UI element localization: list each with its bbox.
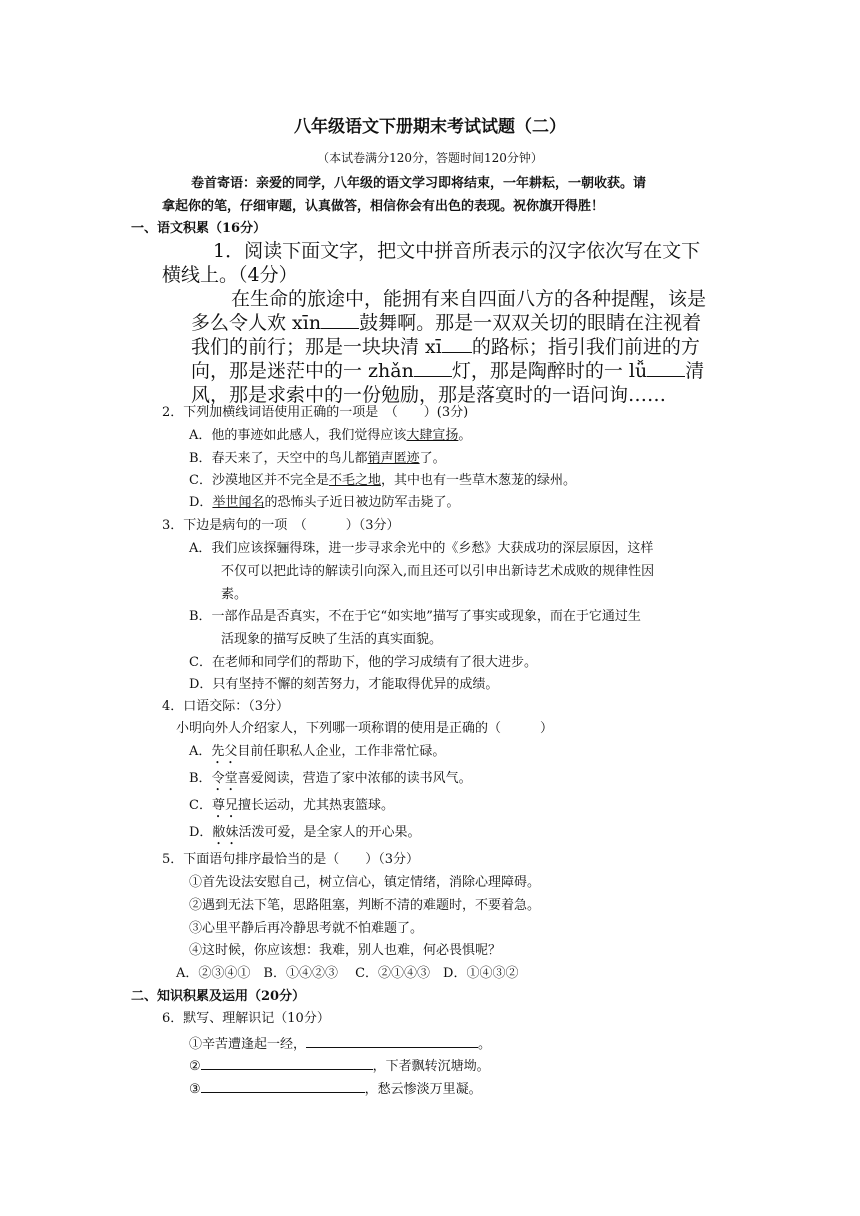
- q3-option-a-line-2: 不仅可以把此诗的解读引向深入,而且还可以引申出新诗艺术成败的规律性因: [221, 564, 655, 579]
- q4-intro: 小明向外人介绍家人，下列哪一项称谓的使用是正确的（ ）: [176, 721, 554, 736]
- q1-blank-xi[interactable]: [442, 339, 472, 353]
- q6-line-1: [189, 1034, 491, 1053]
- page-title: 八年级语文下册期末考试试题（二）: [294, 117, 566, 137]
- q5-options[interactable]: A．②③④① B．①④②③ C．②①④③ D．①④③②: [176, 966, 519, 981]
- dotted-term: 令堂: [211, 771, 238, 786]
- q1-blank-lv[interactable]: [647, 363, 685, 377]
- option-text: D．: [189, 825, 213, 840]
- q2-option-d[interactable]: [189, 495, 459, 511]
- q6-line-2: [189, 1056, 490, 1075]
- q3-option-a-line-1[interactable]: A．我们应该探骊得珠，进一步寻求余光中的《乡愁》大获成功的深层原因，这样: [189, 541, 654, 556]
- q6-line-3: [189, 1079, 482, 1098]
- option-text: 。: [458, 428, 472, 443]
- recitation-text: 。: [478, 1037, 492, 1052]
- q6-blank-3[interactable]: [201, 1079, 365, 1093]
- q3-stem: 3．下边是病句的一项 （ ）（3分）: [162, 518, 400, 533]
- q5-sentence-1: ①首先设法安慰自己，树立信心，镇定情绪，消除心理障碍。: [189, 875, 541, 890]
- q1-passage-line-3: [191, 334, 700, 360]
- underlined-term: 举世闻名: [212, 495, 265, 510]
- q2-option-a[interactable]: [189, 428, 471, 444]
- option-text: 的恐怖头子近日被边防军击毙了。: [264, 495, 460, 510]
- option-text: 了。: [419, 451, 446, 466]
- q1-passage-text: 向，那是迷茫中的一 zhǎn: [191, 360, 414, 382]
- q1-passage-text: 我们的前行；那是一块块清 xī: [191, 336, 442, 358]
- q5-sentence-3: ③心里平静后再冷静思考就不怕难题了。: [189, 921, 424, 936]
- q4-option-b[interactable]: [189, 771, 472, 794]
- q3-option-a-line-3: 素。: [221, 587, 248, 602]
- q5-sentence-2: ②遇到无法下笔，思路阻塞，判断不清的难题时，不要着急。: [189, 898, 541, 913]
- recitation-text: ②: [189, 1059, 201, 1074]
- option-text: ，其中也有一些草木葱茏的绿州。: [380, 473, 576, 488]
- q4-option-c[interactable]: [189, 798, 394, 821]
- option-text: A．: [189, 744, 212, 759]
- q1-blank-xin[interactable]: [321, 315, 359, 329]
- option-text: C．沙漠地区并不完全是: [189, 473, 329, 488]
- q6-blank-1[interactable]: [306, 1034, 478, 1048]
- q3-option-d[interactable]: D．只有坚持不懈的刻苦努力，才能取得优异的成绩。: [189, 677, 499, 692]
- q1-stem-line-1: 1．阅读下面文字，把文中拼音所表示的汉字依次写在文下: [213, 240, 701, 262]
- q4-stem: 4．口语交际：（3分）: [162, 699, 290, 714]
- recitation-text: ①辛苦遭逢起一经，: [189, 1037, 307, 1052]
- q6-blank-2[interactable]: [201, 1056, 373, 1070]
- recitation-text: ③: [189, 1082, 201, 1097]
- q4-option-d[interactable]: [189, 825, 420, 848]
- q1-passage-text: 鼓舞啊。那是一双双关切的眼睛在注视着: [359, 312, 702, 334]
- q1-passage-line-2: [191, 310, 701, 336]
- q1-passage-text: 灯，那是陶醉时的一 lǚ: [451, 360, 648, 382]
- page-subtitle: （本试卷满分120分，答题时间120分钟）: [317, 151, 543, 165]
- q2-stem: 2．下列加横线词语使用正确的一项是 （ ）(3分): [162, 405, 469, 420]
- q4-option-a[interactable]: [189, 744, 445, 767]
- q1-passage-line-4: [191, 358, 704, 384]
- preface-line-2: 拿起你的笔，仔细审题，认真做答，相信你会有出色的表现。祝你旗开得胜！: [162, 199, 605, 214]
- q1-passage-text: 多么令人欢 xīn: [191, 312, 322, 334]
- option-text: B．: [189, 771, 212, 786]
- recitation-text: ，愁云惨淡万里凝。: [364, 1082, 482, 1097]
- option-text: D．: [189, 495, 213, 510]
- preface-line-1: 卷首寄语：亲爱的同学，八年级的语文学习即将结束，一年耕耘，一朝收获。请: [191, 176, 647, 191]
- section-1-heading: 一、语文积累（16分）: [131, 221, 267, 236]
- q1-passage-text: 清: [685, 360, 705, 382]
- recitation-text: ，下者飘转沉塘坳。: [372, 1059, 490, 1074]
- q3-option-b-line-2: 活现象的描写反映了生活的真实面貌。: [221, 632, 443, 647]
- option-text: 活泼可爱，是全家人的开心果。: [238, 825, 421, 840]
- section-2-heading: 二、知识积累及运用（20分）: [131, 989, 306, 1004]
- q6-stem: 6．默写、理解识记（10分）: [162, 1011, 330, 1026]
- underlined-term: 不毛之地: [328, 473, 381, 488]
- dotted-term: 先父: [211, 744, 238, 759]
- q1-passage-text: 的路标；指引我们前进的方: [471, 336, 700, 358]
- q1-passage-line-1: 在生命的旅途中，能拥有来自四面八方的各种提醒，该是: [231, 288, 707, 310]
- q5-sentence-4: ④这时候，你应该想：我难，别人也难，何必畏惧呢？: [189, 943, 502, 958]
- option-text: C．: [189, 798, 212, 813]
- underlined-term: 销声匿迹: [367, 451, 420, 466]
- option-text: 擅长运动，尤其热衷篮球。: [237, 798, 394, 813]
- q1-stem-line-2: 横线上。（4分）: [162, 264, 298, 286]
- q3-option-c[interactable]: C．在老师和同学们的帮助下，他的学习成绩有了很大进步。: [189, 655, 537, 670]
- q3-option-b-line-1[interactable]: B．一部作品是否真实，不在于它“如实地”描写了事实或现象，而在于它通过生: [189, 609, 641, 624]
- q2-option-c[interactable]: [189, 473, 576, 489]
- q5-stem: 5．下面语句排序最恰当的是（ ）（3分）: [162, 852, 420, 867]
- option-text: 目前任职私人企业，工作非常忙碌。: [237, 744, 446, 759]
- option-text: 喜爱阅读，营造了家中浓郁的读书风气。: [237, 771, 472, 786]
- q2-option-b[interactable]: [189, 451, 446, 467]
- underlined-term: 大肆宣扬: [406, 428, 459, 443]
- dotted-term: 尊兄: [211, 798, 238, 813]
- q1-passage-line-5: 风，那是求索中的一份勉励，那是落寞时的一语问询……: [191, 384, 667, 406]
- option-text: A．他的事迹如此感人，我们觉得应该: [189, 428, 407, 443]
- dotted-term: 敝妹: [212, 825, 239, 840]
- q1-blank-zhan[interactable]: [414, 363, 452, 377]
- option-text: B．春天来了，天空中的鸟儿都: [189, 451, 368, 466]
